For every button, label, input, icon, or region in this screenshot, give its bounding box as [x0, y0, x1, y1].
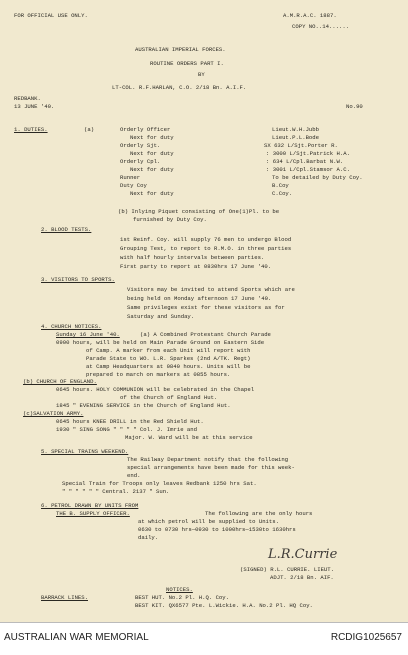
- duty-label: Orderly Sjt.: [120, 142, 161, 149]
- signature-line: ADJT. 2/18 Bn. AIF.: [270, 574, 334, 581]
- duty-value: Lieut.P.L.Bode: [272, 134, 319, 141]
- duty-value: Lieut.W.H.Jubb: [272, 126, 319, 133]
- reference-number: A.M.R.A.C. 1887.: [283, 12, 337, 19]
- body-line: being held on Monday afternoon 17 June '40.: [127, 295, 272, 302]
- orders-title: ROUTINE ORDERS PART I.: [150, 60, 224, 67]
- notice-row: BEST KIT. QX6577 Pte. L.Wickie. H.A. No.2 Pl. HQ Coy.: [135, 602, 313, 609]
- order-number: No.90: [346, 103, 363, 110]
- body-line: at Camp Headquarters at 0840 hours. Units will be: [86, 363, 251, 370]
- body-line: First party to report at 0830hrs 17 June '40.: [120, 263, 272, 270]
- body-line: special arrangements have been made for this week-: [127, 464, 295, 471]
- notice-row: BEST HUT. No.2 Pl. H.Q. Coy.: [135, 594, 229, 601]
- order-date: 13 JUNE '40.: [14, 103, 55, 110]
- force-title: AUSTRALIAN IMPERIAL FORCES.: [135, 46, 226, 53]
- body-line: Saturday and Sunday.: [127, 313, 195, 320]
- duty-value: C.Coy.: [272, 190, 293, 197]
- section-heading-visitors: 3. VISITORS TO SPORTS.: [41, 276, 115, 283]
- commanding-officer: LT-COL. R.F.HARLAN, C.O. 2/18 Bn. A.I.F.: [112, 84, 247, 91]
- body-line: 1845 " EVENING SERVICE in the Church of England Hut.: [56, 402, 231, 409]
- body-line: (a) A Combined Protestant Church Parade: [140, 331, 271, 338]
- handwritten-signature: L.R.Currie: [268, 547, 338, 562]
- duty-label: Orderly Officer: [120, 126, 171, 133]
- by-label: BY: [198, 71, 205, 78]
- body-line: The Railway Department notify that the following: [127, 456, 289, 463]
- body-line: end.: [127, 472, 141, 479]
- body-line: Grouping Test, to report to R.M.O. in three parties: [120, 245, 292, 252]
- body-line: at which petrol will be supplied to Units.: [138, 518, 279, 525]
- duty-value: B.Coy: [272, 182, 289, 189]
- duty-label: Next for duty: [130, 134, 174, 141]
- body-line: of Camp. A marker from each Unit will report with: [86, 347, 251, 354]
- body-line: prepared to march on markers at 0855 hours.: [86, 371, 231, 378]
- archive-name: AUSTRALIAN WAR MEMORIAL: [4, 632, 149, 643]
- section-heading-duties: 1. DUTIES.: [14, 126, 48, 133]
- body-line: 1930 " SING SONG " " " " Col. J. Imrie and: [56, 426, 197, 433]
- duty-value: : 3000 L/Sjt.Patrick H.A.: [266, 150, 350, 157]
- body-line: daily.: [138, 534, 159, 541]
- body-line: " " " " " " Central. 2137 " Sun.: [62, 488, 170, 495]
- body-line: Parade State to WO. L.R. Sparkes (2nd A/TK. Regt): [86, 355, 251, 362]
- body-line: 0645 hours KNEE DRILL in the Red Shield Hut.: [56, 418, 204, 425]
- section-heading-church-notices: 4. CHURCH NOTICES.: [41, 323, 102, 330]
- body-line: Major. W. Ward will be at this service: [125, 434, 253, 441]
- body-line: 0630 to 0730 hrs—0930 to 1000hrs—1530to 1630hrs: [138, 526, 296, 533]
- duties-a-marker: (a): [84, 126, 95, 133]
- copy-number: COPY NO..14......: [292, 23, 350, 30]
- body-line: 1st Reinf. Coy. will supply 76 men to undergo Blood: [120, 236, 292, 243]
- church-date: Sunday 16 June '40.: [56, 331, 120, 338]
- duty-value: : 3001 L/Cpl.Stamsor A.C.: [266, 166, 350, 173]
- duty-label: Orderly Cpl.: [120, 158, 161, 165]
- archive-footer: [0, 622, 408, 655]
- section-heading-blood-tests: 2. BLOOD TESTS.: [41, 226, 92, 233]
- section-heading-petrol: 6. PETROL DRAWN BY UNITS FROM: [41, 502, 139, 509]
- duty-value: : 634 L/Cpl.Barbat N.W.: [266, 158, 344, 165]
- duty-value: To be detailed by Duty Coy.: [272, 174, 363, 181]
- body-line: Special Train for Troops only leaves Redbank 1250 hrs Sat.: [62, 480, 257, 487]
- piquet-line: (b) Inlying Piquet consisting of One(1)Pl. to be: [118, 208, 280, 215]
- piquet-line: furnished by Duty Coy.: [133, 216, 207, 223]
- section-heading-petrol-2: THE B. SUPPLY OFFICER.: [56, 510, 130, 517]
- body-line: Visitors may be invited to attend Sports which are: [127, 286, 295, 293]
- duty-label: Next for duty: [130, 166, 174, 173]
- body-line: 0900 hours, will be held on Main Parade Ground on Eastern Side: [56, 339, 265, 346]
- signature-line: (SIGNED) R.L. CURRIE. LIEUT.: [240, 566, 334, 573]
- body-line: with half hourly intervals between parties.: [120, 254, 265, 261]
- duty-label: Runner: [120, 174, 141, 181]
- place: REDBANK.: [14, 95, 41, 102]
- duty-label: Next for duty: [130, 150, 174, 157]
- section-heading-special-trains: 5. SPECIAL TRAINS WEEKEND.: [41, 448, 129, 455]
- notices-heading: NOTICES.: [166, 586, 193, 593]
- salvation-army-heading: (c)SALVATION ARMY.: [23, 410, 84, 417]
- body-line: 0645 hours. HOLY COMMUNION will be celebrated in the Chapel: [56, 386, 255, 393]
- archive-id: RCDIG1025657: [330, 632, 402, 643]
- duty-value: SX 632 L/Sjt.Porter R.: [264, 142, 338, 149]
- body-line: The following are the only hours: [205, 510, 313, 517]
- barrack-lines-label: BARRACK LINES.: [41, 594, 88, 601]
- duty-label: Duty Coy: [120, 182, 147, 189]
- body-line: of the Church of England Hut.: [120, 394, 218, 401]
- church-of-england-heading: (b) CHURCH OF ENGLAND.: [23, 378, 97, 385]
- official-use-marking: FOR OFFICIAL USE ONLY.: [14, 12, 88, 19]
- body-line: Same privileges exist for these visitors as for: [127, 304, 285, 311]
- duty-label: Next for duty: [130, 190, 174, 197]
